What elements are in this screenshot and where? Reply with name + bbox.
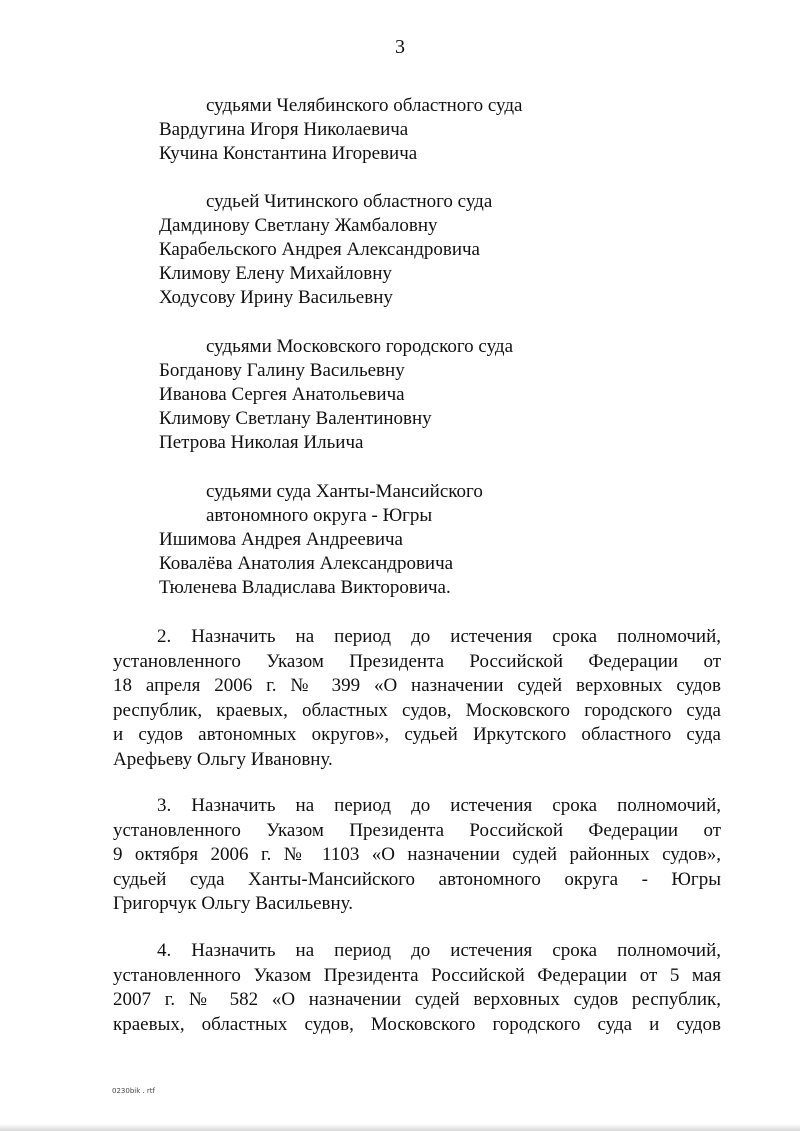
judge-name: Тюленева Владислава Викторовича. [159,577,451,598]
judge-name: Климову Светлану Валентиновну [159,408,432,429]
paragraph-line: и судов автономных округов», судьей Иркутского областного суда [113,724,721,745]
paragraph-line: 2. Назначить на период до истечения срока полномочий, [157,626,721,647]
paragraph-line: краевых, областных судов, Московского городского суда и судов [113,1013,721,1035]
paragraph-line: Арефьеву Ольгу Ивановну. [113,748,333,770]
judge-name: Кучина Константина Игоревича [159,143,418,164]
judge-name: Ишимова Андрея Андреевича [159,529,403,550]
judge-name: Петрова Николая Ильича [159,432,364,453]
scan-edge-divider [0,1124,800,1131]
decree-paragraph-2 [113,625,721,772]
judge-name: Климову Елену Михайловну [159,263,392,284]
paragraph-line: 4. Назначить на период до истечения срока полномочий, [157,940,721,961]
file-code-footer: 0230bik . rtf [112,1087,156,1095]
judge-name: Дамдинову Светлану Жамбаловну [159,215,438,236]
judge-name: Ковалёва Анатолия Александровича [159,553,454,574]
paragraph-line: установленного Указом Президента Российской Федерации от [113,819,721,841]
court-heading-chita: судьей Читинского областного суда [206,191,493,212]
court-heading-khanty-mansiysk: судьями суда Ханты-Мансийского [206,481,483,502]
paragraph-line: республик, краевых, областных судов, Московского городского суда [113,699,721,721]
judge-name: Иванова Сергея Анатольевича [159,384,405,405]
decree-paragraph-3 [113,794,721,917]
paragraph-line: 18 апреля 2006 г. № 399 «О назначении судей верховных судов [113,675,721,696]
judge-name: Богданову Галину Васильевну [159,360,405,381]
paragraph-line: установленного Указом Президента Российской Федерации от 5 мая [113,964,721,986]
paragraph-line: 9 октября 2006 г. № 1103 «О назначении судей районных судов», [113,844,721,865]
judge-name: Карабельского Андрея Александровича [159,239,480,260]
court-heading-chelyabinsk: судьями Челябинского областного суда [206,95,523,116]
page-number: 3 [395,36,405,58]
paragraph-line: 2007 г. № 582 «О назначении судей верховных судов республик, [113,989,721,1010]
decree-paragraph-4 [113,939,721,1037]
judge-name: Ходусову Ирину Васильевну [159,287,393,308]
court-heading-moscow: судьями Московского городского суда [206,336,514,357]
paragraph-line: Григорчук Ольгу Васильевну. [113,893,354,914]
court-heading-khanty-mansiysk-cont: автономного округа - Югры [206,505,433,526]
paragraph-line: 3. Назначить на период до истечения срока полномочий, [157,795,721,816]
paragraph-line: судьей суда Ханты-Мансийского автономного округа - Югры [113,868,721,890]
paragraph-line: установленного Указом Президента Российской Федерации от [113,650,721,672]
judge-name: Вардугина Игоря Николаевича [159,119,409,140]
